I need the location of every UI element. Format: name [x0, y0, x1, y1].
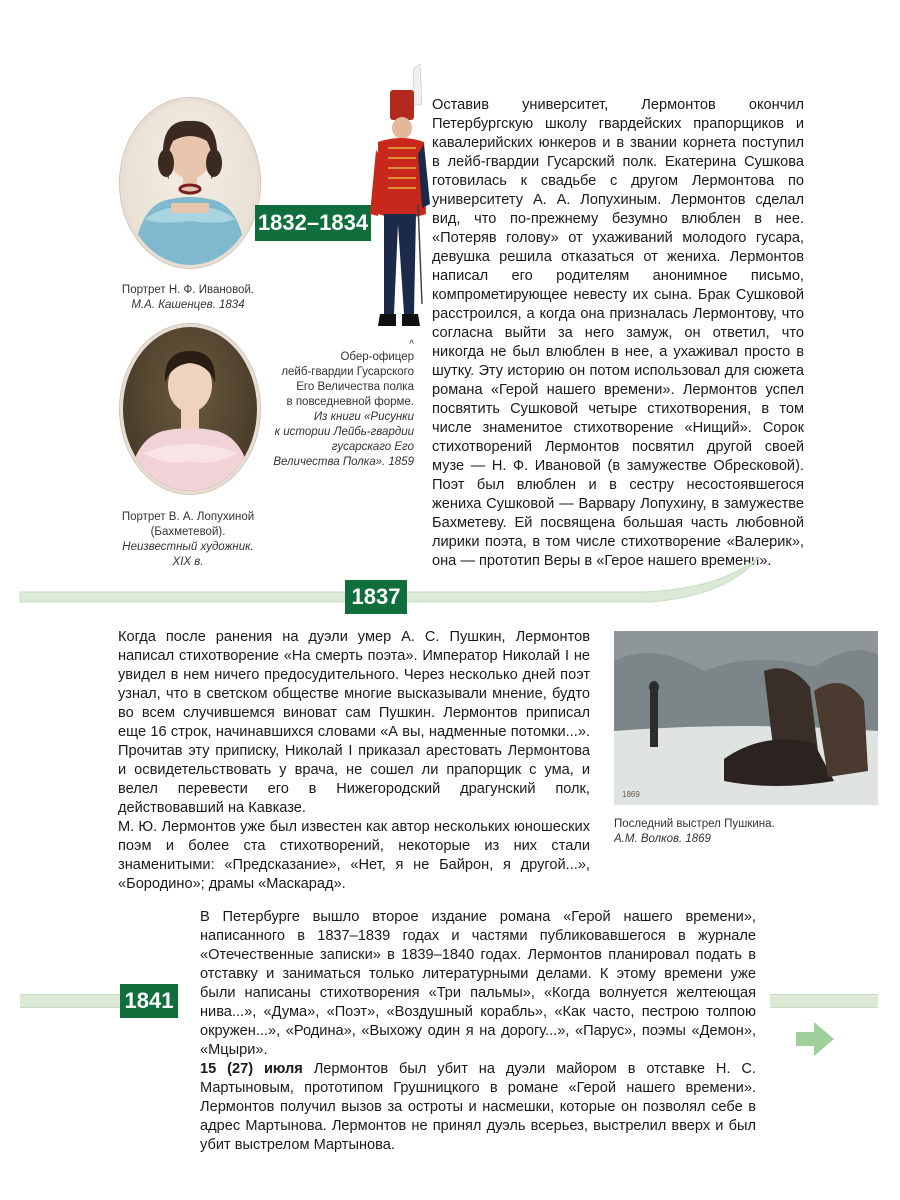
lopukhina-caption-line3: Неизвестный художник.: [122, 541, 254, 553]
hussar-caption-mark: ^: [409, 339, 414, 350]
hussar-caption-line4: в повседневной форме.: [286, 396, 414, 408]
hussar-caption-line6: к истории Лейбь-гвардии: [274, 426, 414, 438]
portrait-lopukhina-image: [123, 327, 257, 491]
section-1837-text: [118, 628, 590, 894]
section-1841-paragraph-2-text: Лермонтов был убит на дуэли майором в отставке Н. С. Мартыновым, прототипом Грушницкого в романе «Герой нашего времени». Лермонтов получил вызов за остроты и насмешки, которые он позволял себе в адрес Мартынова. Лермонтов не принял дуэль всерьез, выстрелил вверх и был убит выстрелом Мартынова.: [200, 1061, 756, 1153]
date-july-15: 15 (27) июля: [200, 1061, 303, 1077]
hussar-caption-line2: лейб-гвардии Гусарского: [281, 366, 414, 378]
painting-caption-line1: Последний выстрел Пушкина.: [614, 818, 775, 830]
section-1837-paragraph-1: Когда после ранения на дуэли умер А. С. Пушкин, Лермонтов написал стихотворение «На смерть поэта». Император Николай I не увидел в нем ничего предосудительного. Через несколько дней поэт узнал, что в светском обществе многие высказывали мнение, будто во всем случившемся виноват сам Пушкин. Лермонтов приписал еще 16 строк, начинавшихся словами «А вы, надменные потомки...». Прочитав эту приписку, Николай I приказал арестовать Лермонтова и освидетельствовать у врача, не сошел ли прапорщик с ума, и велел перевести его в Нижегородский драгунский полк, действовавший на Кавказе.: [118, 629, 590, 816]
section-1832-text: [432, 96, 804, 571]
section-1841-paragraph-2: [200, 1060, 756, 1155]
painting-caption-line2: А.М. Волков. 1869: [614, 833, 711, 845]
section-1841-text: [200, 908, 756, 1155]
right-arrow-icon-shape: [796, 1022, 834, 1056]
hussar-caption-line5: Из книги «Рисунки: [313, 411, 414, 423]
hussar-caption-line1: Обер-офицер: [340, 351, 414, 363]
painting-caption: [614, 817, 878, 847]
timeline-band-1841-left: [20, 994, 120, 1008]
portrait-ivanova-image: [123, 101, 257, 265]
section-1841-paragraph-1: В Петербурге вышло второе издание романа «Герой нашего времени», написанного в 1837–1839 годах и частями публиковавшегося в журнале «Отечественные записки» в 1839–1840 годах. Лермонтов планировал подать в отставку и заниматься только литературными делами. К этому времени уже были написаны стихотворения «Три пальмы», «Когда волнуется желтеющая нива...», «Дума», «Поэт», «Воздушный корабль», «Как часто, пестрою толпою окружен...», «Родина», «Выхожу один я на дорогу...», «Парус», поэмы «Демон», «Мцыри».: [200, 909, 756, 1058]
timeline-band-1841-right: [770, 994, 878, 1008]
year-badge-1841: 1841: [120, 984, 178, 1018]
year-badge-1832-1834: 1832–1834: [255, 205, 371, 241]
portrait-ivanova: [120, 98, 260, 268]
hussar-caption-line7: гусарскаго Его: [331, 441, 414, 453]
ivanova-caption-line1: Портрет Н. Ф. Ивановой.: [121, 284, 255, 296]
ivanova-caption: [108, 283, 268, 313]
painting-signature: 1869: [622, 790, 640, 799]
hussar-caption: [258, 340, 414, 470]
timeline-band-1837: [0, 552, 900, 612]
painting-image: [614, 631, 878, 805]
year-badge-1837: 1837: [345, 580, 407, 614]
portrait-lopukhina: [120, 324, 260, 494]
section-1832-paragraph: Оставив университет, Лермонтов окончил Петербургскую школу гвардейских прапорщиков и кавалерийских юнкеров и в звании корнета поступил в лейб-гвардии Гусарский полк. Екатерина Сушкова готовилась к свадьбе с другом Лермонтова по университету А. А. Лопухиным. Лермонтов сделал вид, что по-прежнему безумно влюблен в нее. «Потеряв голову» от ухаживаний молодого гусара, девушка решила отказаться от жениха. Лермонтов написал его родителям анонимное письмо, компрометирующее невесту их сына. Брак Сушковой расстроился, а когда она призналась Лермонтову, что согласна выйти за него замуж, он ответил, что никогда не был влюблен в нее, а ухаживал просто в шутку. Эту историю он потом использовал для сюжета романа «Герой нашего времени». Лермонтов успел посвятить Сушковой четыре стихотворения, в том числе знаменитое стихотворение «Нищий». Сорок стихотворений Лермонтов посвятил другой своей музе — Н. Ф. Ивановой (в замужестве Обресковой). Поэт был влюблен и в сестру несостоявшегося жениха Сушковой — Варвару Лопухину, в замужестве Бахметеву. Ей посвящена большая часть любовной лирики поэта, в том числе стихотворение «Валерик», она — прототип Веры в «Герое нашего времени».: [432, 97, 804, 569]
section-1837-paragraph-2: М. Ю. Лермонтов уже был известен как автор нескольких юношеских поэм и более ста стихотворений, некоторые из них стали знаменитыми: «Предсказание», «Нет, я не Байрон, я другой...», «Бородино»; драмы «Маскарад».: [118, 819, 590, 892]
right-arrow-icon[interactable]: [796, 1022, 834, 1056]
hussar-caption-line8: Величества Полка». 1859: [273, 456, 414, 468]
lopukhina-caption-line4: XIX в.: [172, 556, 204, 568]
lopukhina-caption-line1: Портрет В. А. Лопухиной: [121, 511, 255, 523]
hussar-illustration: [362, 64, 432, 339]
lopukhina-caption-line2: (Бахметевой).: [150, 526, 226, 538]
hussar-image: [362, 64, 432, 339]
ivanova-caption-line2: М.А. Кашенцев. 1834: [131, 299, 245, 311]
hussar-caption-line3: Его Величества полка: [296, 381, 414, 393]
painting-pushkin-duel: [614, 631, 878, 805]
